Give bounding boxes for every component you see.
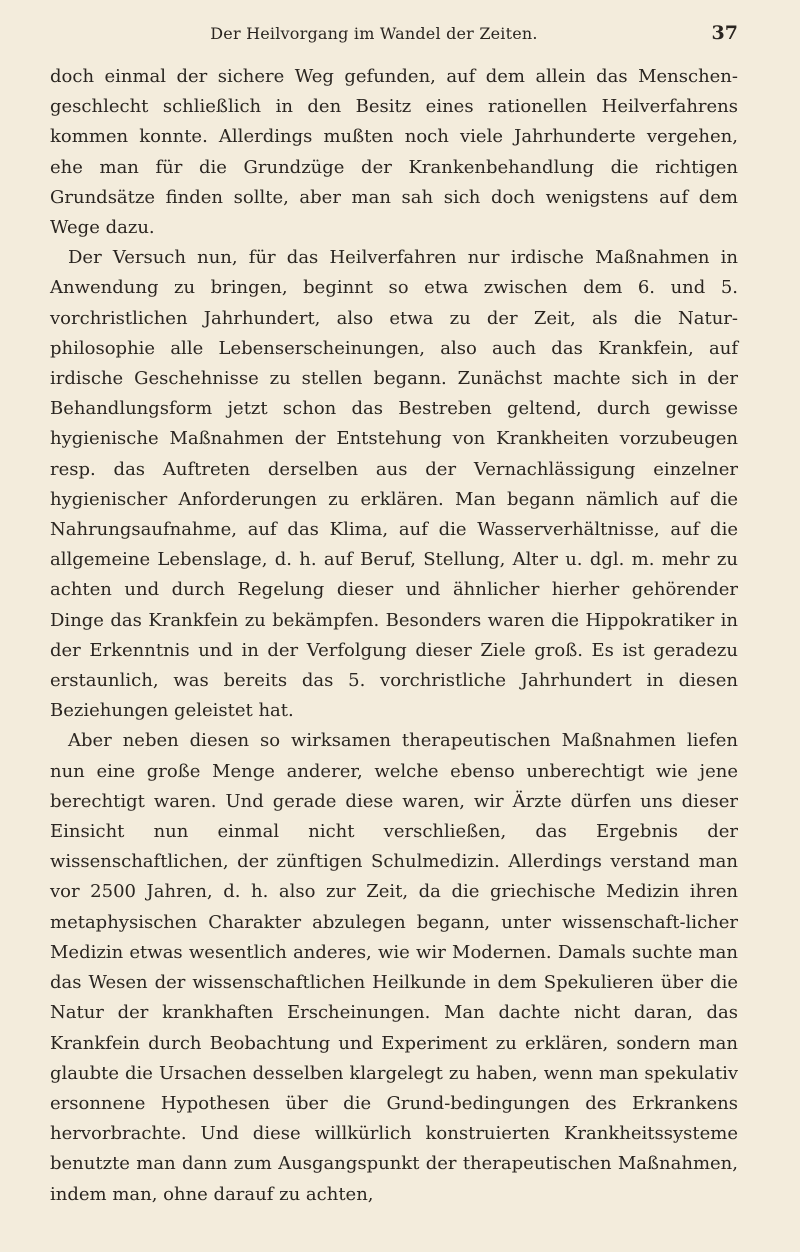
body-text [50,62,738,1210]
paragraph-2: Der Versuch nun, für das Heilverfahren nur irdische Maßnahmen in Anwendung zu bringen, beginnt so etwa zwischen dem 6. und 5. vorchristlichen Jahrhundert, also etwa zu der Zeit, als die Natur-philosophie alle Lebenserscheinungen, also auch das Krankfein, auf irdische Geschehnisse zu stellen begann. Zunächst machte sich in der Behandlungsform jetzt schon das Bestreben geltend, durch gewisse hygienische Maßnahmen der Entstehung von Krankheiten vorzubeugen resp. das Auftreten derselben aus der Vernachlässigung einzelner hygienischer Anforderungen zu erklären. Man begann nämlich auf die Nahrungsaufnahme, auf das Klima, auf die Wasserverhältnisse, auf die allgemeine Lebenslage, d. h. auf Beruf, Stellung, Alter u. dgl. m. mehr zu achten und durch Regelung dieser und ähnlicher hierher gehörender Dinge das Krankfein zu bekämpfen. Besonders waren die Hippokratiker in der Erkenntnis und in der Verfolgung dieser Ziele groß. Es ist geradezu erstaunlich, was bereits das 5. vorchristliche Jahrhundert in diesen Beziehungen geleistet hat. [50,247,738,722]
page-number: 37 [711,22,738,44]
page-header [50,18,738,48]
paragraph-3: Aber neben diesen so wirksamen therapeutischen Maßnahmen liefen nun eine große Menge anderer, welche ebenso unberechtigt wie jene berechtigt waren. Und gerade diese waren, wir Ärzte dürfen uns dieser Einsicht nun einmal nicht verschließen, das Ergebnis der wissenschaftlichen, der zünftigen Schulmedizin. Allerdings verstand man vor 2500 Jahren, d. h. also zur Zeit, da die griechische Medizin ihren metaphysischen Charakter abzulegen begann, unter wissenschaft-licher Medizin etwas wesentlich anderes, wie wir Modernen. Damals suchte man das Wesen der wissenschaftlichen Heilkunde in dem Spekulieren über die Natur der krankhaften Erscheinungen. Man dachte nicht daran, das Krankfein durch Beobachtung und Experiment zu erklären, sondern man glaubte die Ursachen desselben klargelegt zu haben, wenn man spekulativ ersonnene Hypothesen über die Grund-bedingungen des Erkrankens hervorbrachte. Und diese willkürlich konstruierten Krankheitssysteme benutzte man dann zum Ausgangspunkt der therapeutischen Maßnahmen, indem man, ohne darauf zu achten, [50,730,738,1205]
paragraph-1: doch einmal der sichere Weg gefunden, auf dem allein das Menschen-geschlecht schließlich in den Besitz eines rationellen Heilverfahrens kommen konnte. Allerdings mußten noch viele Jahrhunderte vergehen, ehe man für die Grundzüge der Krankenbehandlung die richtigen Grundsätze finden sollte, aber man sah sich doch wenigstens auf dem Wege dazu. [50,66,738,239]
running-head: Der Heilvorgang im Wandel der Zeiten. [210,24,538,43]
